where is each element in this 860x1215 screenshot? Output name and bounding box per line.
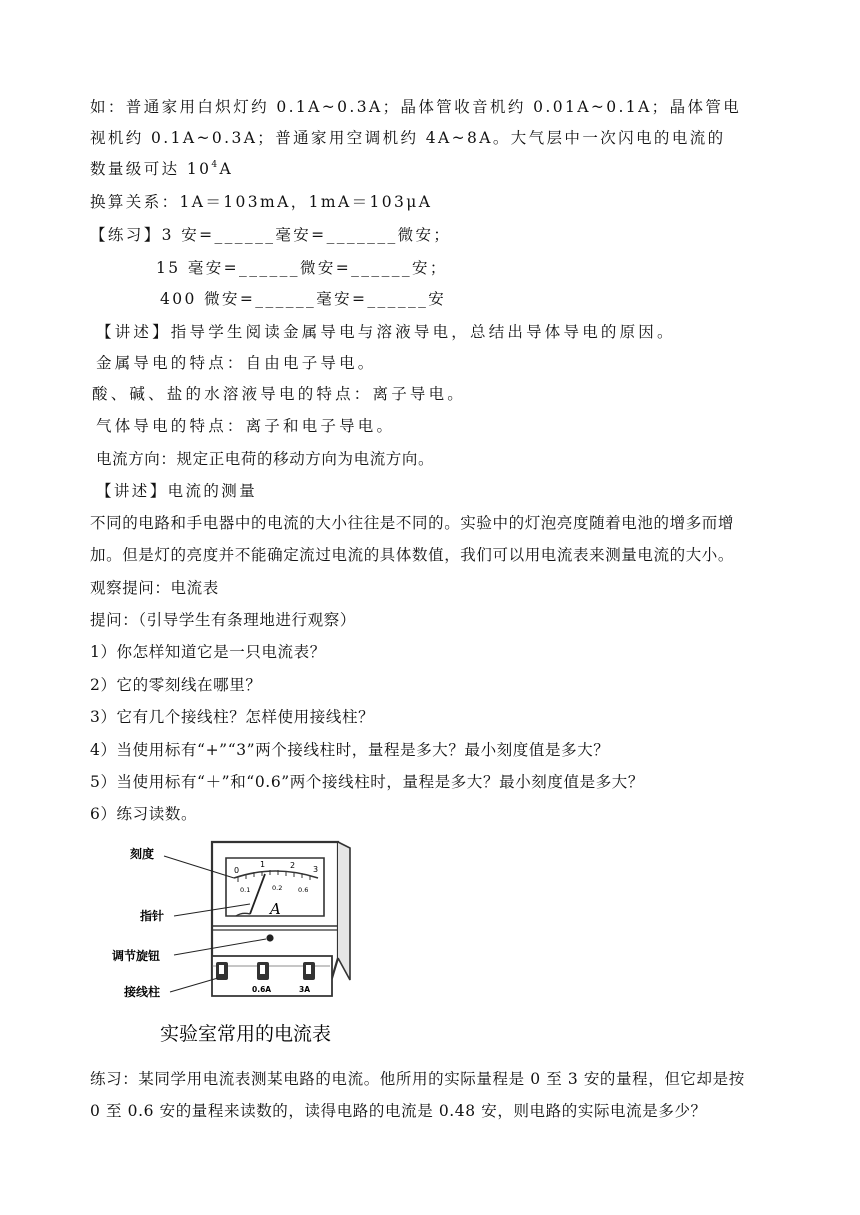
text-span: 数量级可达 10 — [90, 160, 212, 178]
text-line: 加。但是灯的亮度并不能确定流过电流的具体数值，我们可以用电流表来测量电流的大小。 — [90, 546, 735, 564]
question-item: 5）当使用标有“＋”和“0.6”两个接线柱时，量程是多大？最小刻度值是多大？ — [90, 773, 645, 791]
exercise-line: 0 至 0.6 安的量程来读数的，读得电路的电流是 0.48 安，则电路的实际电流是多少？ — [90, 1102, 707, 1120]
question-item: 4）当使用标有“+”“3”两个接线柱时，量程是多大？最小刻度值是多大？ — [90, 741, 610, 759]
section-heading: 【讲述】电流的测量 — [96, 482, 258, 500]
text-line — [90, 159, 233, 179]
text-line: 换算关系：1A＝103mA，1mA＝103μA — [90, 193, 433, 211]
dial-tick-label: 2 — [290, 861, 296, 870]
question-item: 1）你怎样知道它是一只电流表？ — [90, 643, 326, 661]
dial-tick-label: 3 — [313, 865, 319, 874]
text-line: 如：普通家用白炽灯约 0.1A~0.3A；晶体管收音机约 0.01A~0.1A；晶体管电 — [90, 98, 742, 116]
superscript: 4 — [211, 160, 220, 170]
label-knob: 调节旋钮 — [112, 949, 161, 963]
text-line: 提问：（引导学生有条理地进行观察） — [90, 611, 356, 629]
label-pointer: 指针 — [140, 909, 165, 923]
text-span: A — [219, 160, 234, 178]
dial-tick-label: 0.6 — [298, 886, 309, 894]
question-item: 3）它有几个接线柱？怎样使用接线柱？ — [90, 708, 375, 726]
question-item: 2）它的零刻线在哪里？ — [90, 676, 262, 694]
dial-tick-label: 0.2 — [272, 884, 283, 892]
exercise-line: 练习：某同学用电流表测某电路的电流。他所用的实际量程是 0 至 3 安的量程，但它却是按 — [90, 1070, 745, 1088]
label-terminal: 接线柱 — [124, 985, 161, 999]
text-line: 不同的电路和手电器中的电流的大小往往是不同的。实验中的灯泡亮度随着电池的增多而增 — [90, 514, 735, 532]
text-line: 气体导电的特点：离子和电子导电。 — [96, 417, 396, 435]
dial-unit: A — [270, 900, 281, 918]
dial-tick-label: 1 — [260, 860, 266, 869]
figure-caption: 实验室常用的电流表 — [160, 1023, 332, 1045]
terminal-label: 3A — [299, 985, 311, 994]
label-scale: 刻度 — [130, 847, 155, 861]
text-line: 观察提问：电流表 — [90, 579, 219, 597]
ammeter-illustration — [100, 838, 400, 1050]
dial-tick-label: 0.1 — [240, 886, 251, 894]
exercise-line: 400 微安=______毫安=______安 — [160, 290, 447, 308]
exercise-line: 15 毫安=______微安=______安； — [156, 259, 448, 277]
text-line: 金属导电的特点：自由电子导电。 — [96, 354, 377, 372]
text-line: 电流方向：规定正电荷的移动方向为电流方向。 — [96, 450, 435, 468]
question-item: 6）练习读数。 — [90, 805, 198, 823]
dial-tick-label: 0 — [234, 866, 240, 875]
ammeter-figure — [100, 838, 400, 1050]
text-line: 视机约 0.1A~0.3A；普通家用空调机约 4A~8A。大气层中一次闪电的电流的 — [90, 129, 726, 147]
section-heading: 【讲述】指导学生阅读金属导电与溶液导电，总结出导体导电的原因。 — [96, 323, 676, 341]
text-line: 酸、碱、盐的水溶液导电的特点：离子导电。 — [92, 385, 467, 403]
adjust-knob — [266, 934, 273, 941]
terminal-label: 0.6A — [252, 985, 272, 994]
exercise-line: 【练习】3 安=______毫安=_______微安； — [90, 226, 452, 244]
